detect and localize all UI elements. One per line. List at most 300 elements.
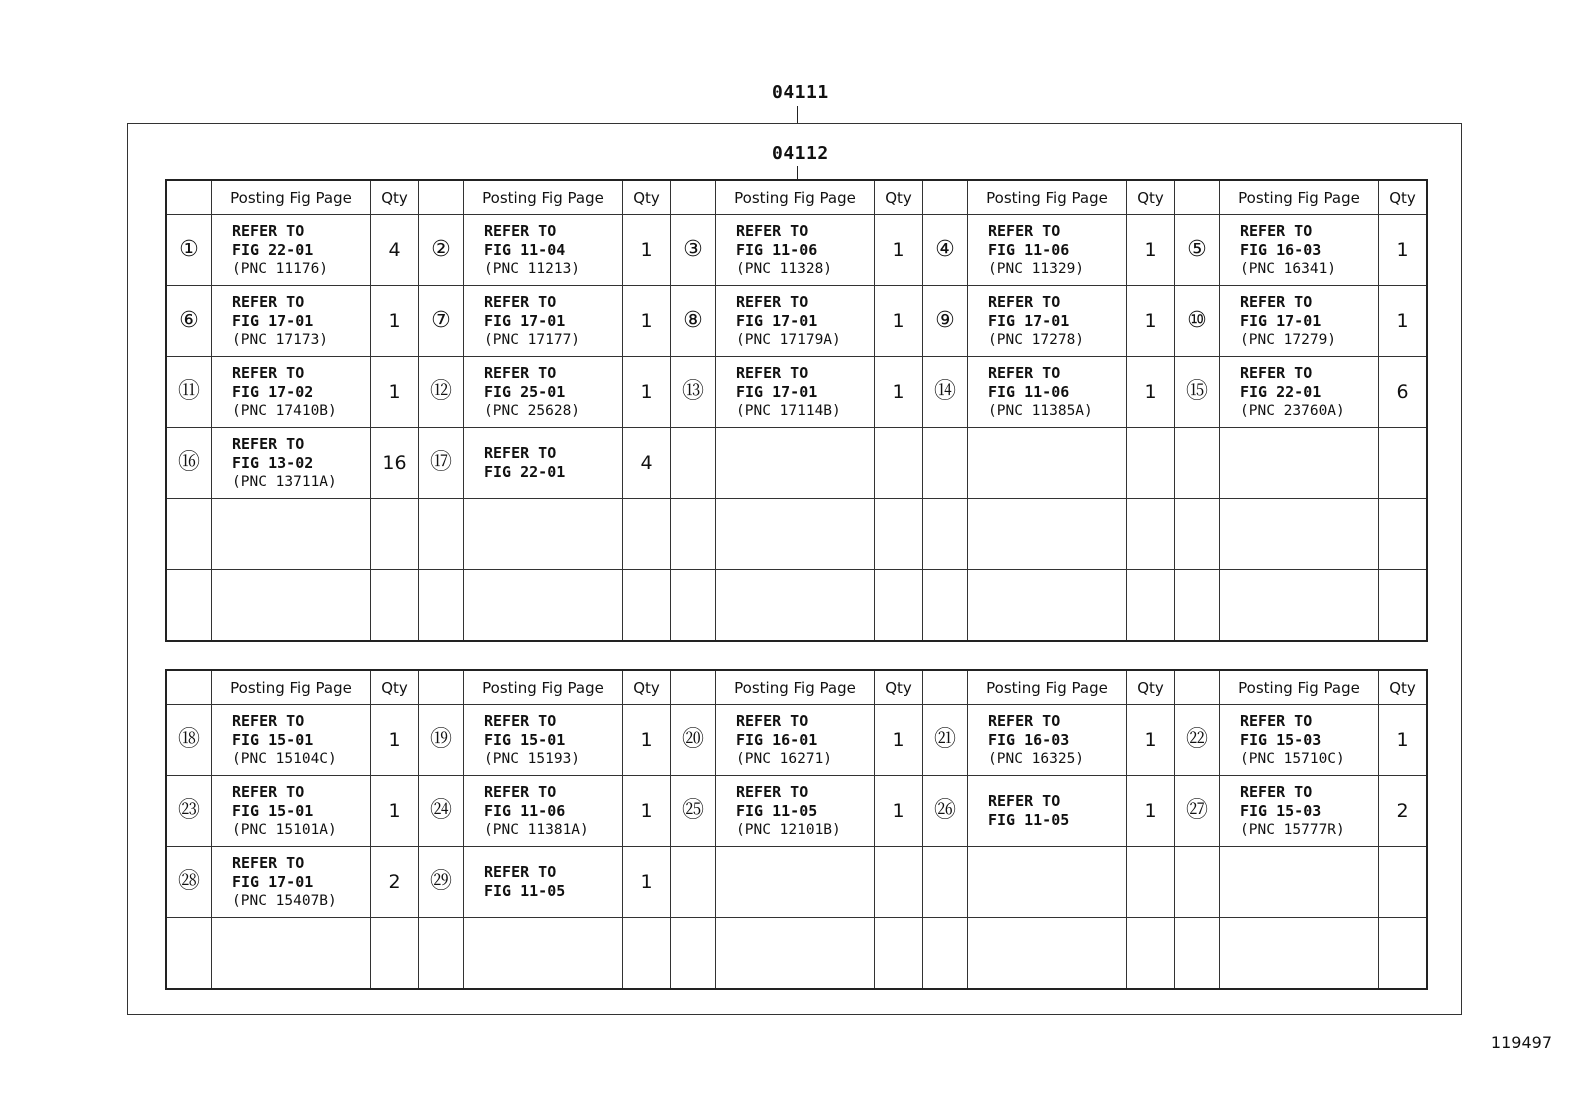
reference-cell bbox=[1220, 776, 1379, 847]
outer-leader-line bbox=[797, 106, 798, 123]
parts-table-2 bbox=[165, 669, 1428, 990]
reference-cell bbox=[464, 357, 623, 428]
quantity: 1 bbox=[875, 357, 923, 428]
part-number: ⑬ bbox=[681, 379, 704, 404]
quantity bbox=[1127, 428, 1175, 499]
reference-text bbox=[1220, 712, 1378, 769]
reference-text bbox=[716, 712, 874, 769]
header-row bbox=[166, 670, 1427, 705]
reference-text bbox=[464, 863, 622, 901]
reference-text bbox=[1220, 364, 1378, 421]
part-number-cell bbox=[166, 357, 212, 428]
header-num-blank bbox=[166, 180, 212, 215]
fig-reference: FIG 15-03 bbox=[1240, 801, 1322, 820]
quantity bbox=[1127, 570, 1175, 642]
quantity bbox=[1379, 428, 1428, 499]
refer-to-text: REFER TO bbox=[988, 363, 1061, 382]
reference-cell bbox=[968, 705, 1127, 776]
refer-to-text: REFER TO bbox=[736, 711, 809, 730]
fig-reference: FIG 11-06 bbox=[988, 240, 1070, 259]
part-number-cell bbox=[671, 918, 716, 990]
reference-cell bbox=[716, 918, 875, 990]
fig-reference: FIG 15-01 bbox=[232, 801, 314, 820]
quantity: 1 bbox=[875, 215, 923, 286]
part-number: ⑮ bbox=[1185, 379, 1208, 404]
quantity bbox=[371, 918, 419, 990]
header-qty: Qty bbox=[623, 180, 671, 215]
part-number-cell bbox=[1175, 499, 1220, 570]
quantity bbox=[1379, 570, 1428, 642]
header-num-blank bbox=[1175, 670, 1220, 705]
pnc-code: (PNC 17278) bbox=[988, 331, 1085, 348]
reference-text bbox=[464, 222, 622, 279]
refer-to-text: REFER TO bbox=[484, 292, 557, 311]
reference-cell bbox=[212, 428, 371, 499]
part-number-cell bbox=[419, 570, 464, 642]
quantity: 1 bbox=[623, 847, 671, 918]
part-number: ⑪ bbox=[177, 379, 200, 404]
reference-cell bbox=[464, 215, 623, 286]
reference-cell bbox=[464, 428, 623, 499]
fig-reference: FIG 13-02 bbox=[232, 453, 314, 472]
reference-cell bbox=[716, 776, 875, 847]
refer-to-text: REFER TO bbox=[736, 782, 809, 801]
pnc-code: (PNC 13711A) bbox=[232, 473, 337, 490]
header-posting: Posting Fig Page bbox=[716, 180, 875, 215]
part-number: ㉘ bbox=[177, 869, 200, 894]
header-posting: Posting Fig Page bbox=[968, 670, 1127, 705]
part-number-cell bbox=[419, 776, 464, 847]
part-number-cell bbox=[923, 357, 968, 428]
fig-reference: FIG 11-05 bbox=[484, 882, 566, 900]
quantity bbox=[623, 499, 671, 570]
refer-to-text: REFER TO bbox=[232, 363, 305, 382]
quantity: 1 bbox=[371, 357, 419, 428]
reference-cell bbox=[212, 215, 371, 286]
inner-assembly-label: 04112 bbox=[772, 143, 829, 164]
part-number-cell bbox=[923, 918, 968, 990]
part-number-cell bbox=[923, 286, 968, 357]
parts-table-1 bbox=[165, 179, 1428, 642]
fig-reference: FIG 22-01 bbox=[484, 463, 566, 481]
pnc-code: (PNC 23760A) bbox=[1240, 402, 1345, 419]
part-number-cell bbox=[166, 215, 212, 286]
refer-to-text: REFER TO bbox=[232, 292, 305, 311]
header-num-blank bbox=[419, 670, 464, 705]
part-number-cell bbox=[1175, 428, 1220, 499]
reference-cell bbox=[464, 705, 623, 776]
quantity bbox=[1379, 847, 1428, 918]
refer-to-text: REFER TO bbox=[1240, 221, 1313, 240]
table-row bbox=[166, 428, 1427, 499]
header-posting: Posting Fig Page bbox=[1220, 180, 1379, 215]
table-row bbox=[166, 918, 1427, 990]
quantity bbox=[1127, 847, 1175, 918]
refer-to-text: REFER TO bbox=[736, 221, 809, 240]
part-number: ㉔ bbox=[429, 798, 452, 823]
part-number: ⑰ bbox=[429, 450, 452, 475]
quantity bbox=[1127, 918, 1175, 990]
reference-text bbox=[464, 364, 622, 421]
reference-cell bbox=[716, 357, 875, 428]
reference-cell bbox=[464, 918, 623, 990]
pnc-code: (PNC 12101B) bbox=[736, 821, 841, 838]
part-number-cell bbox=[671, 286, 716, 357]
part-number-cell bbox=[923, 215, 968, 286]
header-qty: Qty bbox=[1379, 670, 1428, 705]
part-number-cell bbox=[419, 215, 464, 286]
reference-text bbox=[464, 444, 622, 482]
fig-reference: FIG 11-04 bbox=[484, 240, 566, 259]
quantity: 1 bbox=[1379, 705, 1428, 776]
part-number: ⑯ bbox=[177, 450, 200, 475]
reference-cell bbox=[968, 847, 1127, 918]
figure-id: 119497 bbox=[1490, 1033, 1552, 1052]
part-number-cell bbox=[419, 918, 464, 990]
reference-text bbox=[212, 854, 370, 911]
part-number: ⑧ bbox=[683, 308, 703, 333]
part-number: ② bbox=[431, 237, 451, 262]
reference-cell bbox=[1220, 918, 1379, 990]
part-number-cell bbox=[1175, 918, 1220, 990]
pnc-code: (PNC 11176) bbox=[232, 260, 329, 277]
part-number-cell bbox=[166, 428, 212, 499]
reference-cell bbox=[1220, 705, 1379, 776]
part-number: ㉖ bbox=[933, 798, 956, 823]
table-row bbox=[166, 215, 1427, 286]
part-number-cell bbox=[419, 499, 464, 570]
reference-cell bbox=[212, 570, 371, 642]
part-number-cell bbox=[923, 570, 968, 642]
quantity: 1 bbox=[1379, 286, 1428, 357]
quantity bbox=[875, 570, 923, 642]
quantity: 4 bbox=[371, 215, 419, 286]
part-number-cell bbox=[671, 776, 716, 847]
reference-cell bbox=[212, 357, 371, 428]
refer-to-text: REFER TO bbox=[232, 221, 305, 240]
quantity bbox=[875, 428, 923, 499]
part-number-cell bbox=[166, 776, 212, 847]
reference-cell bbox=[968, 499, 1127, 570]
fig-reference: FIG 15-03 bbox=[1240, 730, 1322, 749]
reference-cell bbox=[1220, 357, 1379, 428]
part-number: ⑲ bbox=[429, 727, 452, 752]
reference-cell bbox=[212, 847, 371, 918]
reference-cell bbox=[1220, 428, 1379, 499]
header-num-blank bbox=[419, 180, 464, 215]
header-num-blank bbox=[166, 670, 212, 705]
part-number: ① bbox=[179, 237, 199, 262]
reference-cell bbox=[212, 499, 371, 570]
refer-to-text: REFER TO bbox=[988, 292, 1061, 311]
quantity: 16 bbox=[371, 428, 419, 499]
header-posting: Posting Fig Page bbox=[716, 670, 875, 705]
part-number: ㉙ bbox=[429, 869, 452, 894]
header-num-blank bbox=[671, 180, 716, 215]
pnc-code: (PNC 11213) bbox=[484, 260, 581, 277]
refer-to-text: REFER TO bbox=[232, 434, 305, 453]
part-number: ⑫ bbox=[429, 379, 452, 404]
reference-cell bbox=[716, 499, 875, 570]
quantity bbox=[1379, 918, 1428, 990]
reference-cell bbox=[968, 428, 1127, 499]
part-number-cell bbox=[166, 705, 212, 776]
reference-cell bbox=[464, 286, 623, 357]
reference-cell bbox=[1220, 286, 1379, 357]
reference-text bbox=[212, 222, 370, 279]
quantity: 1 bbox=[623, 705, 671, 776]
refer-to-text: REFER TO bbox=[988, 221, 1061, 240]
quantity: 1 bbox=[371, 286, 419, 357]
part-number: ㉗ bbox=[1185, 798, 1208, 823]
pnc-code: (PNC 15407B) bbox=[232, 892, 337, 909]
part-number-cell bbox=[1175, 215, 1220, 286]
header-qty: Qty bbox=[371, 180, 419, 215]
reference-cell bbox=[716, 286, 875, 357]
reference-cell bbox=[968, 286, 1127, 357]
fig-reference: FIG 11-06 bbox=[484, 801, 566, 820]
part-number-cell bbox=[1175, 357, 1220, 428]
inner-leader-line bbox=[797, 166, 798, 180]
part-number-cell bbox=[923, 499, 968, 570]
reference-text bbox=[464, 783, 622, 840]
fig-reference: FIG 15-01 bbox=[484, 730, 566, 749]
quantity: 1 bbox=[371, 705, 419, 776]
reference-cell bbox=[464, 570, 623, 642]
part-number: ⑱ bbox=[177, 727, 200, 752]
pnc-code: (PNC 17173) bbox=[232, 331, 329, 348]
refer-to-text: REFER TO bbox=[484, 711, 557, 730]
part-number: ⑩ bbox=[1187, 308, 1207, 333]
quantity bbox=[875, 499, 923, 570]
fig-reference: FIG 17-01 bbox=[232, 872, 314, 891]
header-num-blank bbox=[671, 670, 716, 705]
part-number-cell bbox=[923, 705, 968, 776]
reference-cell bbox=[212, 705, 371, 776]
pnc-code: (PNC 16341) bbox=[1240, 260, 1337, 277]
reference-text bbox=[968, 293, 1126, 350]
quantity: 1 bbox=[1127, 705, 1175, 776]
part-number: ㉑ bbox=[933, 727, 956, 752]
table-row bbox=[166, 847, 1427, 918]
part-number: ③ bbox=[683, 237, 703, 262]
reference-cell bbox=[1220, 499, 1379, 570]
table-row bbox=[166, 499, 1427, 570]
quantity: 2 bbox=[371, 847, 419, 918]
part-number-cell bbox=[671, 215, 716, 286]
pnc-code: (PNC 15710C) bbox=[1240, 750, 1345, 767]
refer-to-text: REFER TO bbox=[232, 782, 305, 801]
reference-text bbox=[212, 783, 370, 840]
quantity bbox=[875, 918, 923, 990]
reference-cell bbox=[464, 776, 623, 847]
part-number-cell bbox=[166, 918, 212, 990]
reference-text bbox=[464, 293, 622, 350]
part-number: ⑨ bbox=[935, 308, 955, 333]
table-row bbox=[166, 286, 1427, 357]
fig-reference: FIG 22-01 bbox=[232, 240, 314, 259]
quantity: 6 bbox=[1379, 357, 1428, 428]
reference-text bbox=[968, 222, 1126, 279]
header-row bbox=[166, 180, 1427, 215]
reference-cell bbox=[968, 357, 1127, 428]
refer-to-text: REFER TO bbox=[1240, 711, 1313, 730]
refer-to-text: REFER TO bbox=[1240, 292, 1313, 311]
part-number-cell bbox=[419, 847, 464, 918]
refer-to-text: REFER TO bbox=[232, 711, 305, 730]
header-posting: Posting Fig Page bbox=[464, 670, 623, 705]
part-number: ⑥ bbox=[179, 308, 199, 333]
part-number-cell bbox=[671, 428, 716, 499]
header-posting: Posting Fig Page bbox=[968, 180, 1127, 215]
part-number-cell bbox=[671, 705, 716, 776]
pnc-code: (PNC 11329) bbox=[988, 260, 1085, 277]
quantity: 1 bbox=[875, 286, 923, 357]
pnc-code: (PNC 17279) bbox=[1240, 331, 1337, 348]
fig-reference: FIG 15-01 bbox=[232, 730, 314, 749]
pnc-code: (PNC 11385A) bbox=[988, 402, 1093, 419]
part-number-cell bbox=[419, 357, 464, 428]
quantity: 1 bbox=[623, 215, 671, 286]
quantity: 1 bbox=[875, 705, 923, 776]
quantity: 1 bbox=[623, 286, 671, 357]
reference-text bbox=[716, 783, 874, 840]
fig-reference: FIG 16-01 bbox=[736, 730, 818, 749]
refer-to-text: REFER TO bbox=[736, 363, 809, 382]
part-number-cell bbox=[1175, 776, 1220, 847]
fig-reference: FIG 17-01 bbox=[988, 311, 1070, 330]
header-qty: Qty bbox=[623, 670, 671, 705]
reference-text bbox=[212, 293, 370, 350]
quantity: 1 bbox=[1379, 215, 1428, 286]
reference-cell bbox=[716, 215, 875, 286]
quantity: 1 bbox=[1127, 215, 1175, 286]
reference-cell bbox=[968, 776, 1127, 847]
part-number-cell bbox=[1175, 705, 1220, 776]
part-number-cell bbox=[419, 428, 464, 499]
quantity bbox=[371, 570, 419, 642]
fig-reference: FIG 17-01 bbox=[1240, 311, 1322, 330]
quantity: 1 bbox=[1127, 776, 1175, 847]
part-number-cell bbox=[419, 286, 464, 357]
header-posting: Posting Fig Page bbox=[212, 180, 371, 215]
fig-reference: FIG 17-01 bbox=[736, 311, 818, 330]
pnc-code: (PNC 15104C) bbox=[232, 750, 337, 767]
reference-cell bbox=[212, 918, 371, 990]
quantity: 1 bbox=[1127, 357, 1175, 428]
header-num-blank bbox=[923, 180, 968, 215]
refer-to-text: REFER TO bbox=[1240, 782, 1313, 801]
pnc-code: (PNC 17410B) bbox=[232, 402, 337, 419]
fig-reference: FIG 11-06 bbox=[988, 382, 1070, 401]
header-qty: Qty bbox=[1127, 670, 1175, 705]
part-number-cell bbox=[923, 428, 968, 499]
fig-reference: FIG 16-03 bbox=[1240, 240, 1322, 259]
pnc-code: (PNC 25628) bbox=[484, 402, 581, 419]
header-num-blank bbox=[1175, 180, 1220, 215]
quantity bbox=[371, 499, 419, 570]
reference-text bbox=[1220, 783, 1378, 840]
fig-reference: FIG 22-01 bbox=[1240, 382, 1322, 401]
fig-reference: FIG 16-03 bbox=[988, 730, 1070, 749]
refer-to-text: REFER TO bbox=[988, 792, 1061, 810]
fig-reference: FIG 17-02 bbox=[232, 382, 314, 401]
refer-to-text: REFER TO bbox=[232, 853, 305, 872]
quantity: 1 bbox=[623, 357, 671, 428]
quantity: 2 bbox=[1379, 776, 1428, 847]
reference-text bbox=[968, 364, 1126, 421]
refer-to-text: REFER TO bbox=[484, 782, 557, 801]
reference-cell bbox=[464, 499, 623, 570]
pnc-code: (PNC 17177) bbox=[484, 331, 581, 348]
part-number: ⑤ bbox=[1187, 237, 1207, 262]
part-number-cell bbox=[166, 847, 212, 918]
refer-to-text: REFER TO bbox=[484, 363, 557, 382]
fig-reference: FIG 11-05 bbox=[988, 811, 1070, 829]
fig-reference: FIG 17-01 bbox=[484, 311, 566, 330]
quantity: 1 bbox=[1127, 286, 1175, 357]
part-number-cell bbox=[923, 776, 968, 847]
header-qty: Qty bbox=[875, 670, 923, 705]
part-number: ㉕ bbox=[681, 798, 704, 823]
pnc-code: (PNC 16271) bbox=[736, 750, 833, 767]
reference-cell bbox=[968, 215, 1127, 286]
part-number-cell bbox=[671, 357, 716, 428]
part-number: ㉒ bbox=[1185, 727, 1208, 752]
quantity bbox=[623, 918, 671, 990]
header-posting: Posting Fig Page bbox=[1220, 670, 1379, 705]
part-number-cell bbox=[166, 499, 212, 570]
fig-reference: FIG 11-05 bbox=[736, 801, 818, 820]
pnc-code: (PNC 15193) bbox=[484, 750, 581, 767]
header-num-blank bbox=[923, 670, 968, 705]
reference-text bbox=[212, 364, 370, 421]
reference-text bbox=[1220, 293, 1378, 350]
part-number-cell bbox=[1175, 286, 1220, 357]
fig-reference: FIG 17-01 bbox=[736, 382, 818, 401]
reference-cell bbox=[1220, 570, 1379, 642]
reference-text bbox=[716, 364, 874, 421]
refer-to-text: REFER TO bbox=[988, 711, 1061, 730]
pnc-code: (PNC 16325) bbox=[988, 750, 1085, 767]
refer-to-text: REFER TO bbox=[484, 221, 557, 240]
quantity bbox=[1379, 499, 1428, 570]
fig-reference: FIG 25-01 bbox=[484, 382, 566, 401]
part-number-cell bbox=[1175, 847, 1220, 918]
reference-cell bbox=[464, 847, 623, 918]
reference-cell bbox=[716, 570, 875, 642]
reference-cell bbox=[968, 570, 1127, 642]
pnc-code: (PNC 17179A) bbox=[736, 331, 841, 348]
outer-assembly-label: 04111 bbox=[772, 82, 829, 103]
reference-text bbox=[968, 792, 1126, 830]
pnc-code: (PNC 11381A) bbox=[484, 821, 589, 838]
part-number-cell bbox=[671, 499, 716, 570]
pnc-code: (PNC 15101A) bbox=[232, 821, 337, 838]
refer-to-text: REFER TO bbox=[736, 292, 809, 311]
part-number: ㉓ bbox=[177, 798, 200, 823]
reference-text bbox=[716, 222, 874, 279]
reference-text bbox=[1220, 222, 1378, 279]
reference-cell bbox=[212, 776, 371, 847]
refer-to-text: REFER TO bbox=[1240, 363, 1313, 382]
reference-cell bbox=[716, 705, 875, 776]
reference-text bbox=[464, 712, 622, 769]
fig-reference: FIG 11-06 bbox=[736, 240, 818, 259]
pnc-code: (PNC 11328) bbox=[736, 260, 833, 277]
part-number: ⑳ bbox=[681, 727, 704, 752]
reference-cell bbox=[1220, 215, 1379, 286]
